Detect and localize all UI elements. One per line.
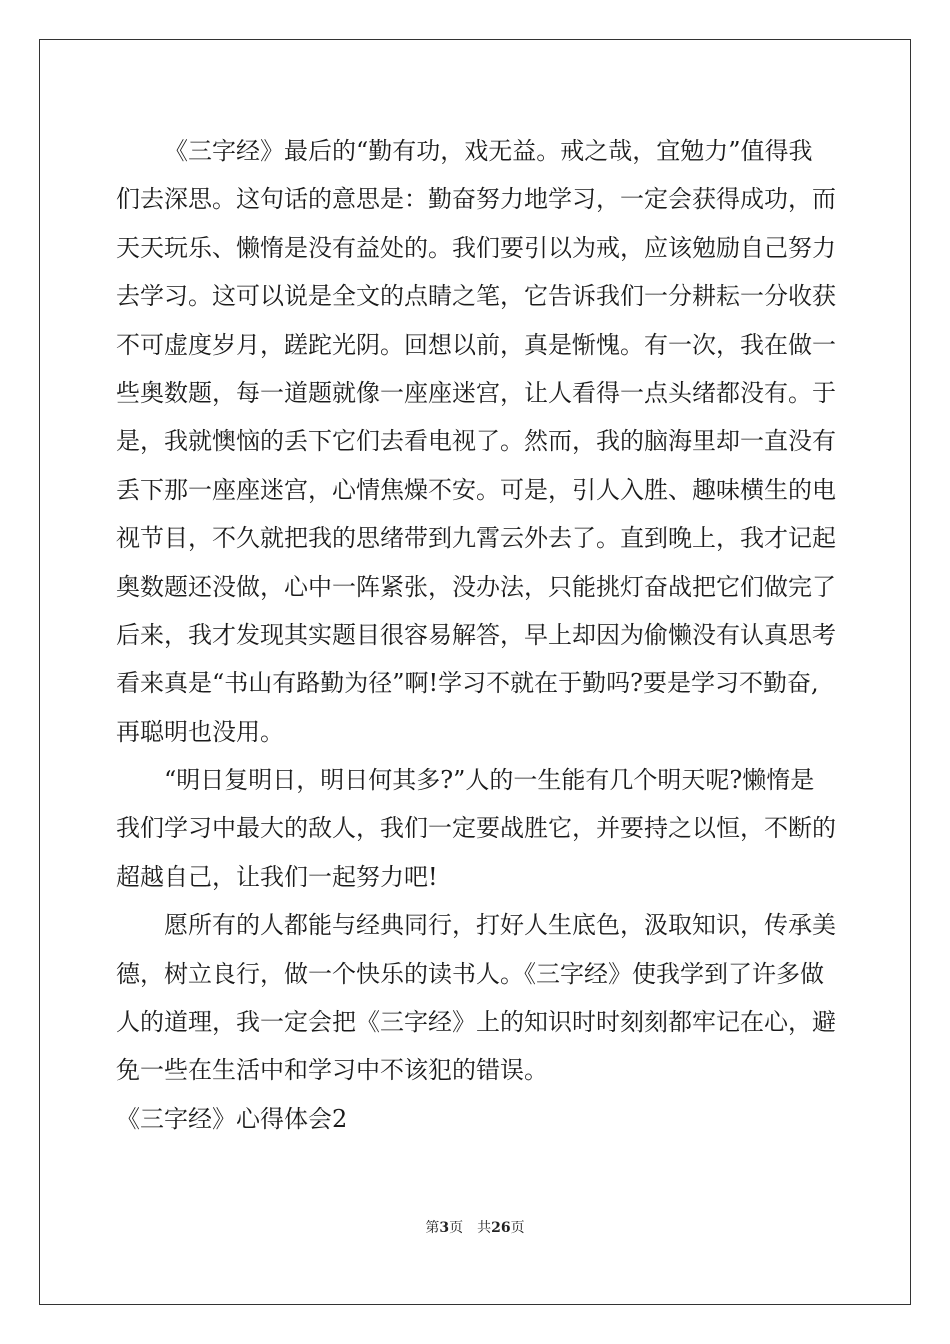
text-line: 超越自己，让我们一起努力吧! — [116, 862, 438, 891]
text-line: 看来真是“书山有路勤为径”啊!学习不就在于勤吗?要是学习不勤奋, — [116, 669, 819, 698]
text-line: 们去深思。这句话的意思是：勤奋努力地学习，一定会获得成功，而 — [116, 185, 836, 214]
text-line: 些奥数题，每一道题就像一座座迷宫，让人看得一点头绪都没有。于 — [116, 378, 836, 407]
footer-total-pages: 26 — [491, 1220, 511, 1236]
text-line: 《三字经》最后的“勤有功，戏无益。戒之哉，宜勉力”值得我 — [164, 137, 813, 165]
text-line: 视节目，不久就把我的思绪带到九霄云外去了。直到晚上，我才记起 — [116, 524, 836, 553]
text-line: 丢下那一座座迷宫，心情焦燥不安。可是，引人入胜、趣味横生的电 — [116, 475, 836, 504]
footer-page-number: 3 — [439, 1220, 450, 1236]
text-line: 去学习。这可以说是全文的点睛之笔，它告诉我们一分耕耘一分收获 — [116, 282, 836, 311]
text-line: 免一些在生活中和学习中不该犯的错误。 — [116, 1056, 548, 1085]
page-footer — [0, 1218, 950, 1238]
footer-total-prefix: 共 — [477, 1220, 492, 1236]
text-line: 德，树立良行，做一个快乐的读书人。《三字经》使我学到了许多做 — [116, 959, 824, 988]
text-line: 人的道理，我一定会把《三字经》上的知识时时刻刻都牢记在心，避 — [116, 1008, 836, 1037]
text-line: “明日复明日，明日何其多?”人的一生能有几个明天呢?懒惰是 — [164, 766, 815, 795]
text-line: 不可虚度岁月，蹉跎光阴。回想以前，真是惭愧。有一次，我在做一 — [116, 330, 836, 359]
text-line: 我们学习中最大的敌人，我们一定要战胜它，并要持之以恒，不断的 — [116, 814, 836, 843]
text-line: 是，我就懊恼的丢下它们去看电视了。然而，我的脑海里却一直没有 — [116, 427, 836, 456]
footer-total-suffix: 页 — [510, 1220, 525, 1236]
text-line: 《三字经》心得体会2 — [116, 1104, 348, 1133]
text-line: 愿所有的人都能与经典同行，打好人生底色，汲取知识，传承美 — [164, 911, 836, 940]
text-line: 天天玩乐、懒惰是没有益处的。我们要引以为戒，应该勉励自己努力 — [116, 233, 836, 262]
text-line: 再聪明也没用。 — [116, 717, 284, 746]
footer-page-suffix: 页 — [449, 1220, 464, 1236]
document-body — [116, 127, 851, 1143]
text-line: 后来，我才发现其实题目很容易解答，早上却因为偷懒没有认真思考 — [116, 620, 836, 649]
footer-page-prefix: 第 — [425, 1220, 440, 1236]
text-line: 奥数题还没做，心中一阵紧张，没办法，只能挑灯奋战把它们做完了 — [116, 572, 836, 601]
